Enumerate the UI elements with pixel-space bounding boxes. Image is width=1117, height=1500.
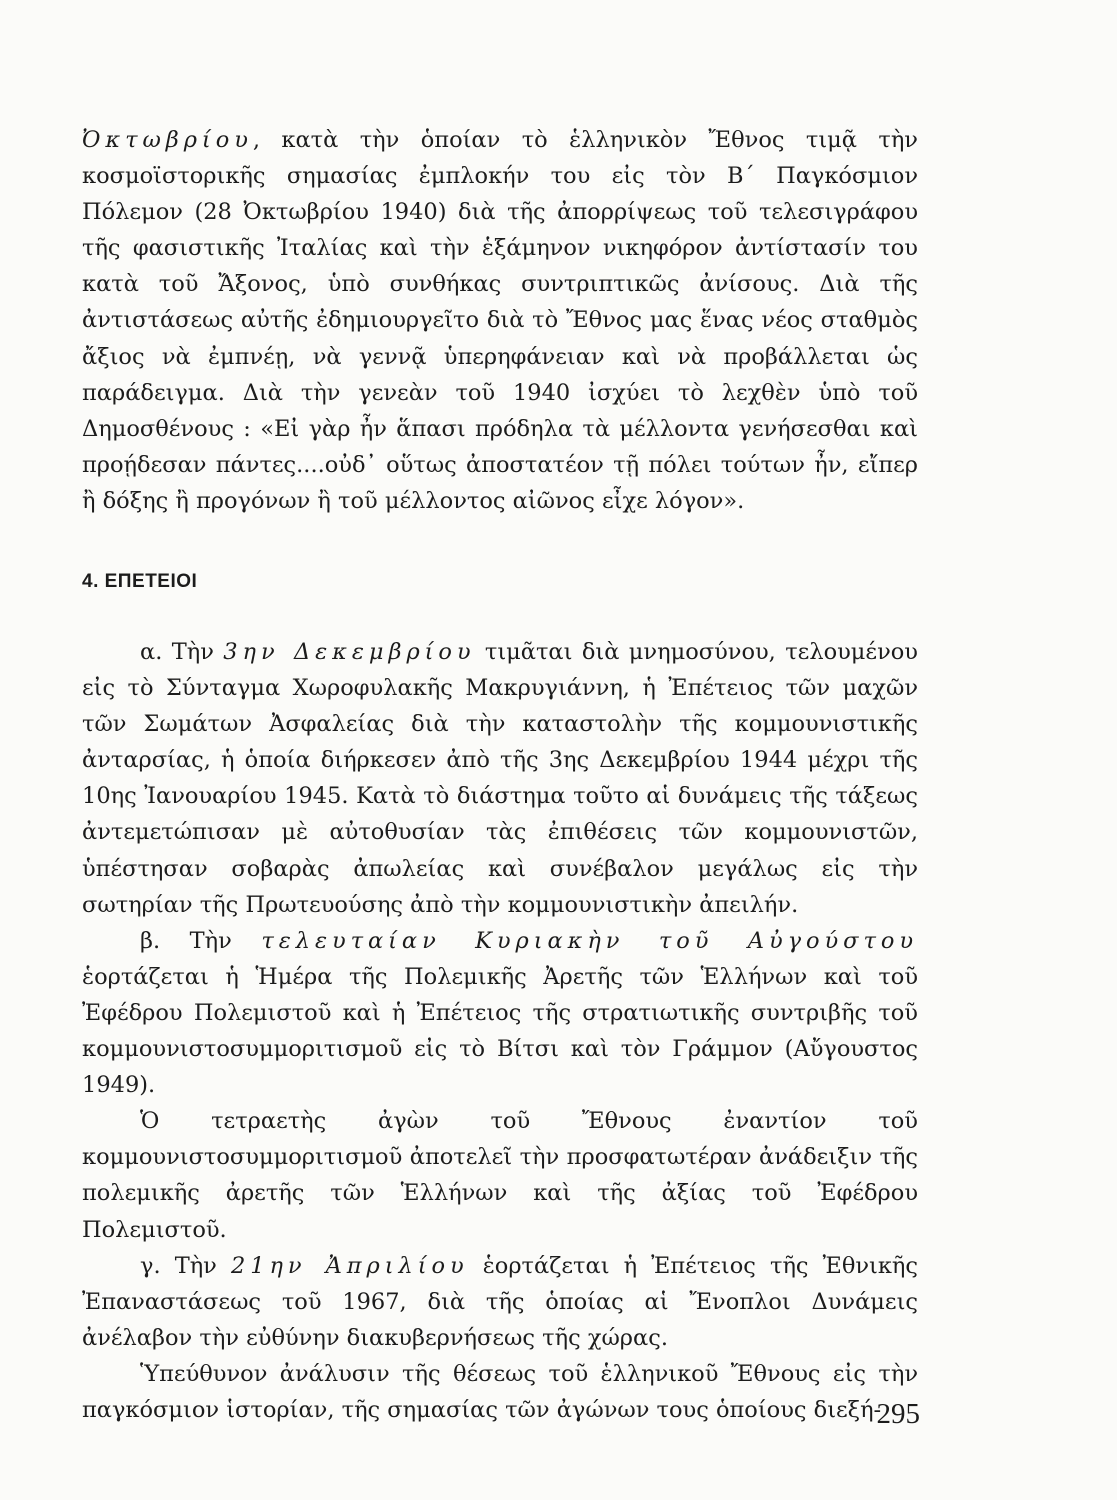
- intro-paragraph: [82, 122, 918, 519]
- paragraph-a: [82, 634, 918, 923]
- paragraph-c: [82, 1248, 918, 1356]
- paragraph-c-text: ἑορτάζεται ἡ Ἐπέτειος τῆς Ἐθνικῆς Ἐπαναστάσεως τοῦ 1967, διὰ τῆς ὁποίας αἱ Ἔνοπλοι Δυνάμεις ἀνέλαβον τὴν εὐθύνην διακυβερνήσεως τῆς χώρας.: [82, 1252, 919, 1351]
- paragraph-c-prefix: γ. Τὴν: [140, 1252, 231, 1279]
- paragraph-a-prefix: α. Τὴν: [140, 639, 224, 665]
- paragraph-b: [82, 923, 918, 1103]
- section-heading: 4. ΕΠΕΤΕΙΟΙ: [82, 571, 198, 592]
- anniversaries-section: [82, 634, 918, 1428]
- intro-paragraph-block: [82, 122, 918, 519]
- paragraph-c-date: 21ην Ἀπριλίου: [230, 1252, 469, 1279]
- paragraph-b-prefix: β. Τὴν: [140, 927, 262, 954]
- paragraph-b2: Ὁ τετραετὴς ἀγὼν τοῦ Ἔθνους ἐναντίον τοῦ κομμουνιστοσυμμοριτισμοῦ ἀποτελεῖ τὴν προσφατωτέραν ἀνάδειξιν τῆς πολεμικῆς ἀρετῆς τῶν Ἑλλήνων καὶ τῆς ἀξίας τοῦ Ἐφέδρου Πολεμιστοῦ.: [82, 1108, 918, 1243]
- spaced-date: Ὀκτωβρίου: [82, 127, 253, 153]
- page-number: 295: [876, 1398, 920, 1430]
- intro-text: , κατὰ τὴν ὁποίαν τὸ ἑλληνικὸν Ἔθνος τιμᾷ τὴν κοσμοϊστορικῆς σημασίας ἐμπλοκήν του εἰς τὸν Β΄ Παγκόσμιον Πόλεμον (28 Ὀκτωβρίου 1940) διὰ τῆς ἀπορρίψεως τοῦ τελεσιγράφου τῆς φασιστικῆς Ἰταλίας καὶ τὴν ἑξάμηνον νικηφόρον ἀντίστασίν του κατὰ τοῦ Ἄξονος, ὑπὸ συνθήκας συντριπτικῶς ἀνίσους. Διὰ τῆς ἀντιστάσεως αὐτῆς ἐδημιουργεῖτο διὰ τὸ Ἔθνος μας ἕνας νέος σταθμὸς ἄξιος νὰ ἐμπνέῃ, νὰ γεννᾷ ὑπερηφάνειαν καὶ νὰ προβάλλεται ὡς παράδειγμα. Διὰ τὴν γενεὰν τοῦ 1940 ἰσχύει τὸ λεχθὲν ὑπὸ τοῦ Δημοσθένους : «Εἰ γὰρ ἦν ἅπασι πρόδηλα τὰ μέλλοντα γενήσεσθαι καὶ προῄδεσαν πάντες....οὐδ᾿ οὕτως ἀποστατέον τῇ πόλει τούτων ἦν, εἴπερ ἢ δόξης ἢ προγόνων ἢ τοῦ μέλλοντος αἰῶνος εἶχε λόγον».: [82, 127, 918, 514]
- paragraph-b-text: ἑορτάζεται ἡ Ἡμέρα τῆς Πολεμικῆς Ἀρετῆς τῶν Ἑλλήνων καὶ τοῦ Ἐφέδρου Πολεμιστοῦ καὶ ἡ Ἐπέτειος τῆς στρατιωτικῆς συντριβῆς τοῦ κομμουνιστοσυμμοριτισμοῦ εἰς τὸ Βίτσι καὶ τὸν Γράμμον (Αὔγουστος 1949).: [82, 963, 918, 1099]
- paragraph-a-date: 3ην Δεκεμβρίου: [223, 639, 476, 665]
- paragraph-a-text: τιμᾶται διὰ μνημοσύνου, τελουμένου εἰς τὸ Σύνταγμα Χωροφυλακῆς Μακρυγιάννη, ἡ Ἐπέτειος τῶν μαχῶν τῶν Σωμάτων Ἀσφαλείας διὰ τὴν καταστολὴν τῆς κομμουνιστικῆς ἀνταρσίας, ἡ ὁποία διήρκεσεν ἀπὸ τῆς 3ης Δεκεμβρίου 1944 μέχρι τῆς 10ης Ἰανουαρίου 1945. Κατὰ τὸ διάστημα τοῦτο αἱ δυνάμεις τῆς τάξεως ἀντεμετώπισαν μὲ αὐτοθυσίαν τὰς ἐπιθέσεις τῶν κομμουνιστῶν, ὑπέστησαν σοβαρὰς ἀπωλείας καὶ συνέβαλον μεγάλως εἰς τὴν σωτηρίαν τῆς Πρωτευούσης ἀπὸ τὴν κομμουνιστικὴν ἀπειλήν.: [82, 639, 918, 918]
- paragraph-b-date: τελευταίαν Κυριακὴν τοῦ Αὐγούστου: [261, 927, 918, 954]
- paragraph-c2: Ὑπεύθυνον ἀνάλυσιν τῆς θέσεως τοῦ ἑλληνικοῦ Ἔθνους εἰς τὴν παγκόσμιον ἱστορίαν, τῆς σημασίας τῶν ἀγώνων τους ὁποίους διεξή-: [82, 1360, 918, 1423]
